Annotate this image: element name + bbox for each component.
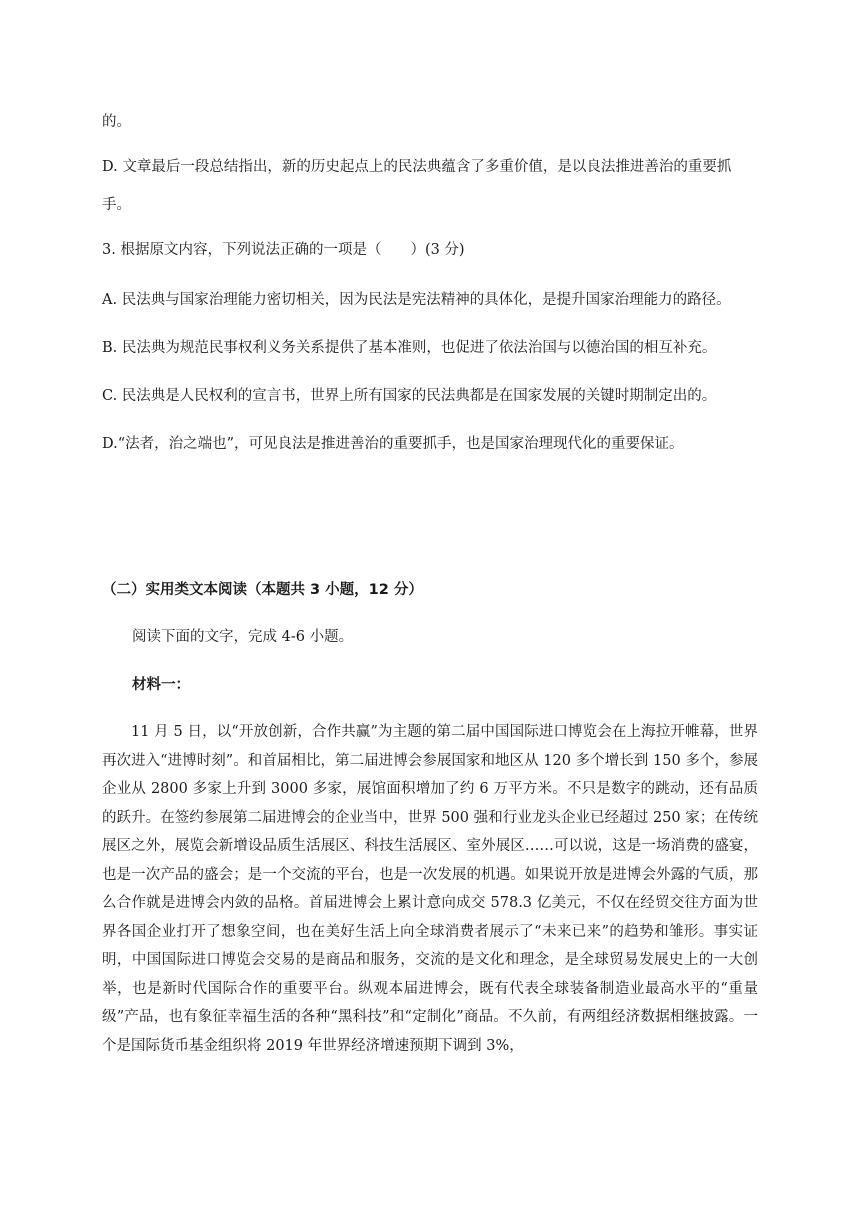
- text-line: 的。: [102, 114, 131, 130]
- question-3: 3. 根据原文内容，下列说法正确的一项是（ ）(3 分): [102, 242, 465, 258]
- material-heading: 材料一：: [132, 677, 190, 693]
- paragraph-text: 11 月 5 日，以“开放创新，合作共赢”为主题的第二届中国国际进口博览会在上海拉开帷幕，世界再次进入“进博时刻”。和首届相比，第二届进博会参展国家和地区从 120 多个增长到 150 多个，参展企业从 2800 多家上升到 3000 多家，展馆面积增加了约 6 万平方米。不只是数字的跳动，还有品质的跃升。在签约参展第二届进博会的企业当中，世界 500 强和行业龙头企业已经超过 250 家；在传统展区之外，展览会新增设品质生活展区、科技生活展区、室外展区……可以说，这是一场消费的盛宴，也是一次产品的盛会；是一个交流的平台，也是一次发展的机遇。如果说开放是进博会外露的气质，那么合作就是进博会内敛的品格。首届进博会上累计意向成交 578.3 亿美元，不仅在经贸交往方面为世界各国企业打开了想象空间，也在美好生活上向全球消费者展示了“未来已来”的趋势和雏形。事实证明，中国国际进口博览会交易的是商品和服务，交流的是文化和理念，是全球贸易发展史上的一大创举，也是新时代国际合作的重要平台。纵观本届进博会，既有代表全球装备制造业最高水平的“重量级”产品，也有象征幸福生活的各种“黑科技”和“定制化”商品。不久前，有两组经济数据相继披露。一个是国际货币基金组织将 2019 年世界经济增速预期下调到 3%，: [102, 724, 758, 1054]
- material-1-paragraph: [102, 718, 758, 1060]
- option-d: D.“法者，治之端也”，可见良法是推进善治的重要抓手，也是国家治理现代化的重要保证。: [102, 436, 684, 452]
- option-d-previous: D. 文章最后一段总结指出，新的历史起点上的民法典蕴含了多重价值，是以良法推进善治的重要抓: [102, 159, 732, 175]
- option-c: C. 民法典是人民权利的宣言书，世界上所有国家的民法典都是在国家发展的关键时期制定出的。: [102, 388, 717, 404]
- option-a: A. 民法典与国家治理能力密切相关，因为民法是宪法精神的具体化，是提升国家治理能力的路径。: [102, 292, 731, 308]
- option-b: B. 民法典为规范民事权利义务关系提供了基本准则，也促进了依法治国与以德治国的相互补充。: [102, 340, 717, 356]
- text-line: 手。: [102, 197, 131, 213]
- instruction-text: 阅读下面的文字，完成 4-6 小题。: [132, 629, 354, 645]
- section-heading: （二）实用类文本阅读（本题共 3 小题，12 分）: [102, 582, 423, 598]
